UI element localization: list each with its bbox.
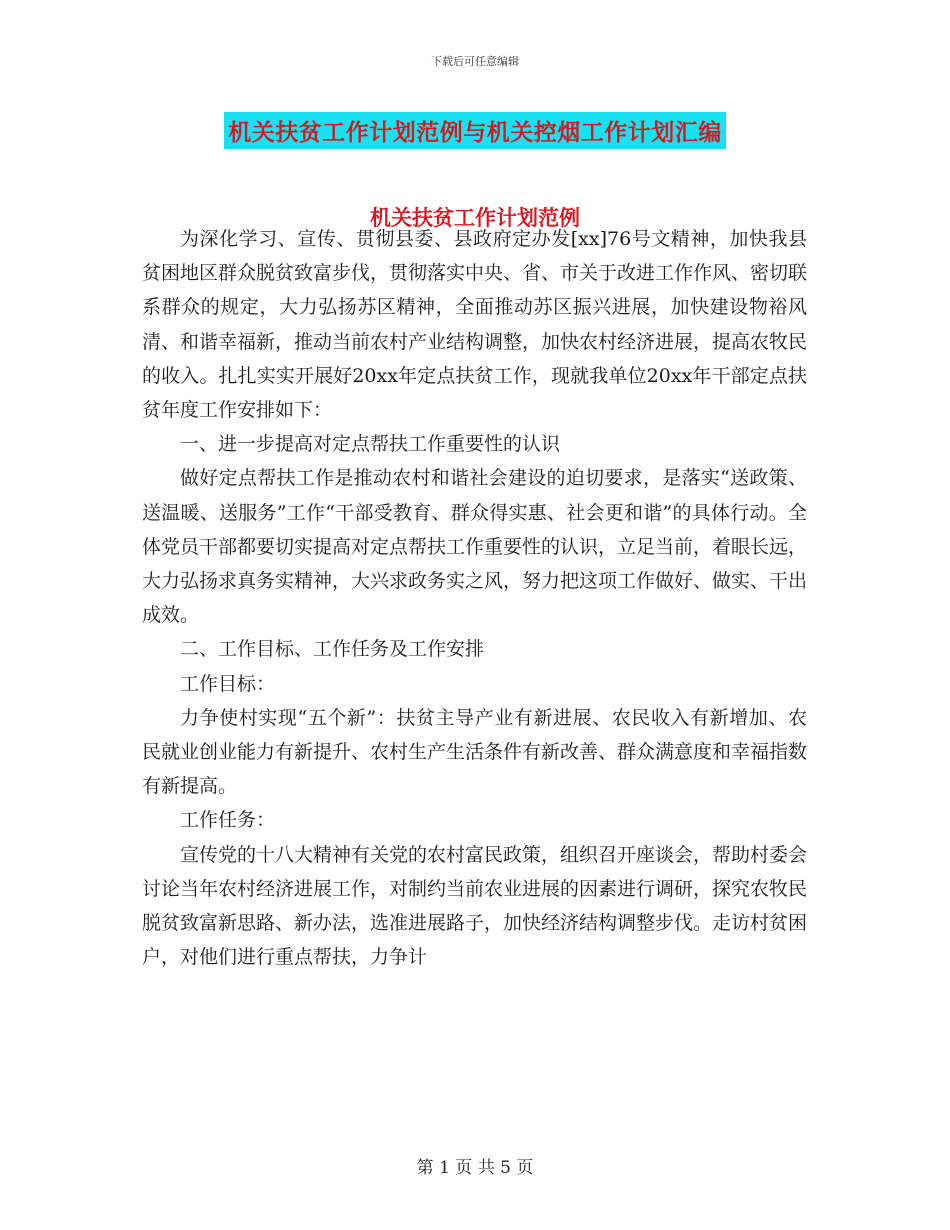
heading-two: 二、工作目标、工作任务及工作安排	[180, 638, 485, 661]
label-goals: 工作目标：	[180, 672, 276, 695]
heading-one: 一、进一步提高对定点帮扶工作重要性的认识	[180, 433, 561, 456]
page-number: 第 1 页 共 5 页	[416, 1158, 534, 1178]
tasks-paragraph: 宣传党的十八大精神有关党的农村富民政策，组织召开座谈会，帮助村委会讨论当年农村经济进展工作，对制约当前农业进展的因素进行调研，探究农牧民脱贫致富新思路、新办法，选准进展路子，加快经济结构调整步伐。走访村贫困户，对他们进行重点帮扶，力争计	[142, 843, 808, 969]
main-title-container	[0, 112, 950, 149]
header-note: 下载后可任意编辑	[431, 55, 519, 68]
main-title: 机关扶贫工作计划范例与机关控烟工作计划汇编	[224, 112, 726, 149]
document-body	[142, 222, 807, 974]
intro-paragraph: 为深化学习、宣传、贯彻县委、县政府定办发[xx]76号文精神，加快我县贫困地区群众脱贫致富步伐，贯彻落实中央、省、市关于改进工作作风、密切联系群众的规定，大力弘扬苏区精神，全面推动苏区振兴进展，加快建设物裕风清、和谐幸福新，推动当前农村产业结构调整，加快农村经济进展，提高农牧民的收入。扎扎实实开展好20xx年定点扶贫工作，现就我单位20xx年干部定点扶贫年度工作安排如下：	[142, 228, 808, 422]
label-tasks: 工作任务：	[180, 809, 276, 832]
section-title: 机关扶贫工作计划范例	[370, 206, 580, 230]
body-paragraph: 做好定点帮扶工作是推动农村和谐社会建设的迫切要求，是落实“送政策、送温暖、送服务”工作“干部受教育、群众得实惠、社会更和谐”的具体行动。全体党员干部都要切实提高对定点帮扶工作重要性的认识，立足当前，着眼长远，大力弘扬求真务实精神，大兴求政务实之风，努力把这项工作做好、做实、干出成效。	[142, 467, 808, 627]
goals-paragraph: 力争使村实现“五个新”：扶贫主导产业有新进展、农民收入有新增加、农民就业创业能力有新提升、农村生产生活条件有新改善、群众满意度和幸福指数有新提高。	[142, 706, 808, 798]
